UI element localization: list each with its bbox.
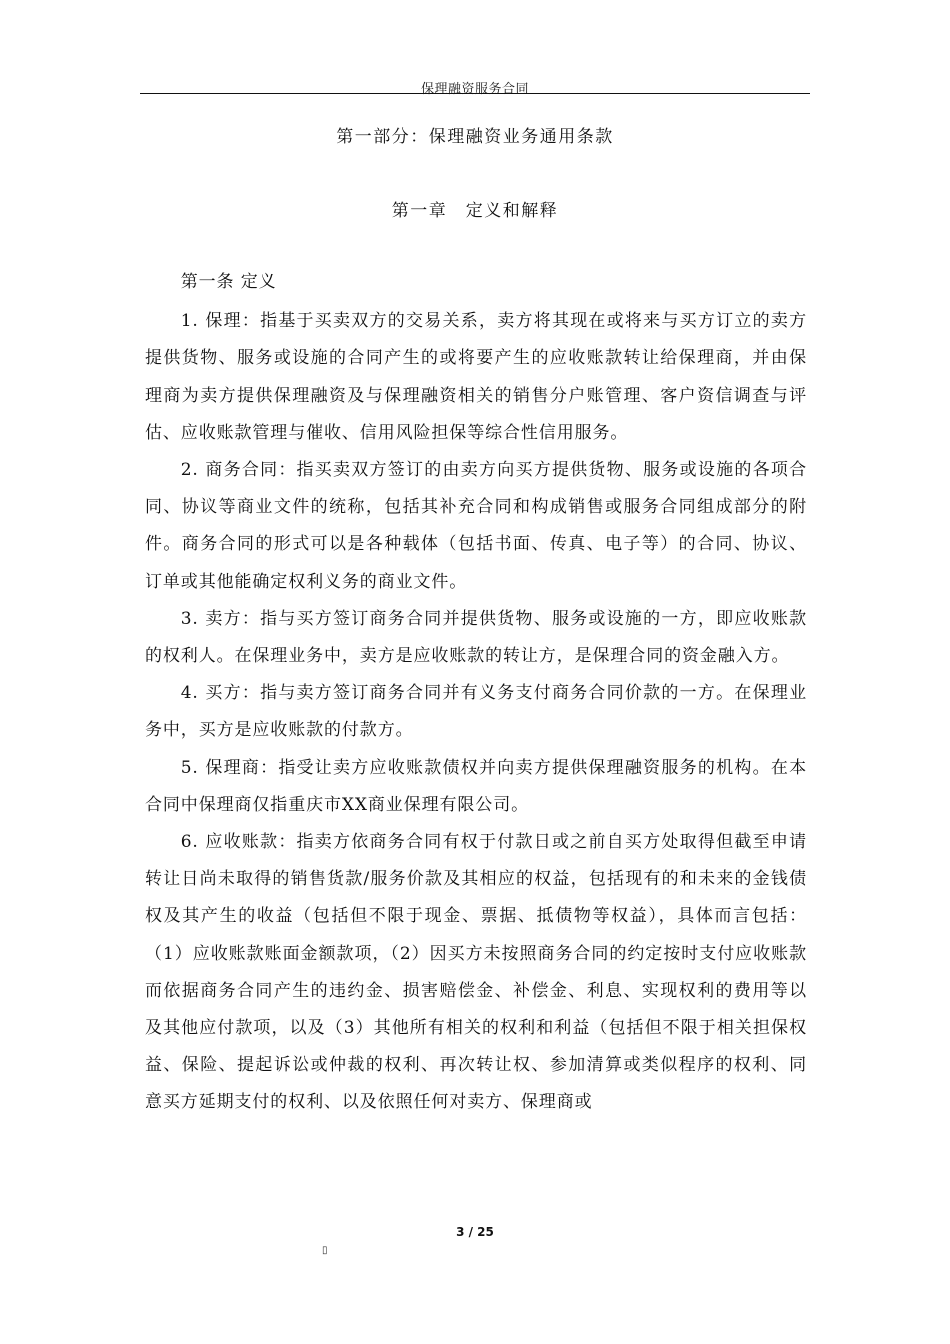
- paragraph-1: 1. 保理：指基于买卖双方的交易关系，卖方将其现在或将来与买方订立的卖方提供货物、服务或设施的合同产生的或将要产生的应收账款转让给保理商，并由保理商为卖方提供保理融资及与保理融资相关的销售分户账管理、客户资信调查与评估、应收账款管理与催收、信用风险担保等综合性信用服务。: [145, 311, 807, 443]
- chapter-title: 第一章 定义和解释: [391, 201, 559, 221]
- part-title: 第一部分：保理融资业务通用条款: [336, 127, 614, 147]
- document-body: [145, 264, 807, 1122]
- paragraph-4: 4. 买方：指与卖方签订商务合同并有义务支付商务合同价款的一方。在保理业务中，买方是应收账款的付款方。: [145, 683, 807, 741]
- paragraph-5: 5. 保理商：指受让卖方应收账款债权并向卖方提供保理融资服务的机构。在本合同中保理商仅指重庆市XX商业保理有限公司。: [145, 757, 807, 815]
- paragraph-6: 6. 应收账款：指卖方依商务合同有权于付款日或之前自买方处取得但截至申请转让日尚未取得的销售货款/服务价款及其相应的权益，包括现有的和未来的金钱债权及其产生的收益（包括但不限于现金、票据、抵债物等权益），具体而言包括：（1）应收账款账面金额款项，（2）因买方未按照商务合同的约定按时支付应收账款而依据商务合同产生的违约金、损害赔偿金、补偿金、利息、实现权利的费用等以及其他应付款项，以及（3）其他所有相关的权利和利益（包括但不限于相关担保权益、保险、提起诉讼或仲裁的权利、再次转让权、参加清算或类似程序的权利、同意买方延期支付的权利、以及依照任何对卖方、保理商或: [145, 832, 807, 1113]
- header-title: 保理融资服务合同: [420, 82, 529, 97]
- footer-mark: ▯: [322, 1245, 328, 1256]
- article-title: 第一条 定义: [180, 272, 277, 292]
- header-rule: [140, 93, 810, 94]
- page-number: 3 / 25: [456, 1225, 494, 1239]
- paragraph-2: 2. 商务合同：指买卖双方签订的由卖方向买方提供货物、服务或设施的各项合同、协议等商业文件的统称，包括其补充合同和构成销售或服务合同组成部分的附件。商务合同的形式可以是各种载体（包括书面、传真、电子等）的合同、协议、订单或其他能确定权利义务的商业文件。: [145, 460, 807, 592]
- paragraph-3: 3. 卖方：指与买方签订商务合同并提供货物、服务或设施的一方，即应收账款的权利人。在保理业务中，卖方是应收账款的转让方，是保理合同的资金融入方。: [145, 608, 807, 667]
